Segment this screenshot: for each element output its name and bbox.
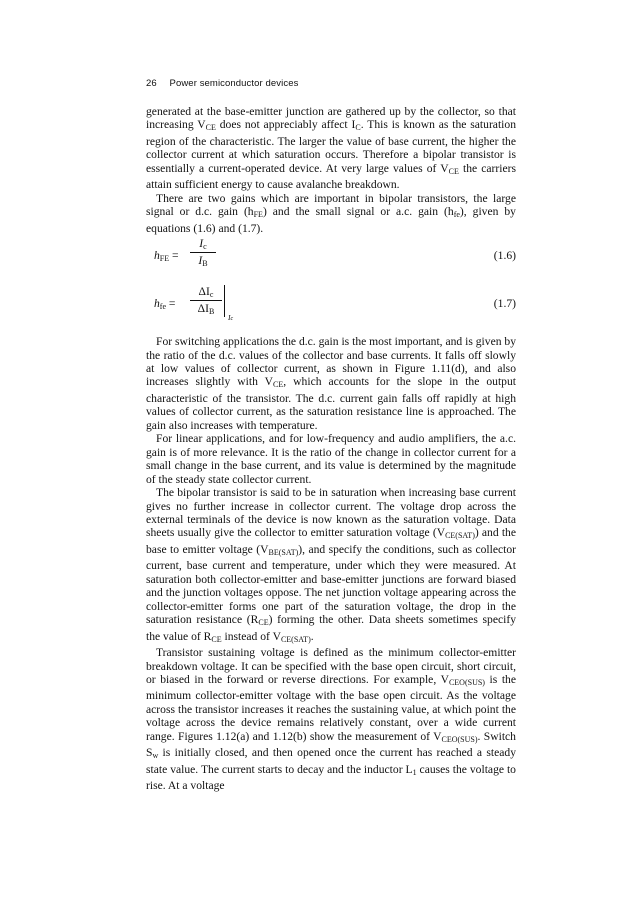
running-title: Power semiconductor devices [169,78,299,89]
paragraph: For switching applications the d.c. gain is the most important, and is given by the ratio of the d.c. values of the collector and base currents. It falls off slowly at low values of collector current, as shown in Figure 1.11(d), and also increases slightly with $V_{CE}$, which accounts for the slope in the output characteristic of the transistor. The d.c. current gain falls off rapidly at high values of collector current, as the saturation resistance line is approached. The gain also increases with temperature. [146,335,517,432]
paragraph: The bipolar transistor is said to be in saturation when increasing base current gives no further increase in collector current. The voltage drop across the external terminals of the device is now known as the saturation voltage. Data sheets usually give the collector to emitter saturation voltage $(V_{CE(SAT)})$ and the base to emitter voltage $(V_{BE(SAT)})$, and specify the conditions, such as collector current, base current and temperature, under which they were measured. At saturation both collector-emitter and base-emitter junctions are forward biased and the junction voltages oppose. The net junction voltage appearing across the collector-emitter forms one part of the saturation voltage, the drop in the saturation resistance $(R_{CE})$ forming the other. Data sheets sometimes specify the value of $R_{CE}$ instead of $V_{CE(SAT)}$. [146,486,516,644]
paragraph: generated at the base-emitter junction are gathered up by the collector, so that increasing $V_{CE}$ does not appreciably affect $I_C$. This is known as the saturation region of the characteristic. The larger the value of base current, the higher the collector current at which saturation occurs. Therefore a bipolar transistor is essentially a current-operated device. At very large values of $V_{CE}$ the carriers attain sufficient energy to cause avalanche breakdown. [146,105,516,192]
paragraph: There are two gains which are important in bipolar transistors, the large signal or d.c. gain $(h_{FE})$ and the small signal or a.c. gain $(h_{fe})$, given by equations (1.6) and (1.7). [146,191,516,235]
page [146,78,516,793]
equation-number: (1.6) [493,249,516,263]
page-number: 26 [146,78,157,89]
equation-1-6: $h_{FE}$ = $\frac{I_c}{I_B}$ (1.6) [154,237,516,269]
paragraph: Transistor sustaining voltage is defined as the minimum collector-emitter breakdown voltage. It can be specified with the base open circuit, short circuit, or biased in the forward or reverse directions. For example, $V_{CEO(SUS)}$ is the minimum collector-emitter voltage with the base open circuit. As the voltage across the transistor increases it reaches the sustaining value, at which point the voltage across the device remains relatively constant, over a wide current range. Figures 1.12(a) and 1.12(b) show the measurement of $V_{CEO(SUS)}$. Switch $S_w$ is initially closed, and then opened once the current has reached a steady state value. The current starts to decay and the inductor $L_1$ causes the voltage to rise. At a voltage [146,646,516,793]
evaluation-bar [224,285,225,317]
paragraph: For linear applications, and for low-frequency and audio amplifiers, the a.c. gain is of more relevance. It is the ratio of the change in collector current for a small change in the base current, and its value is determined by the magnitude of the steady state collector current. [146,432,516,486]
running-header [146,78,516,89]
equation-1-7: $h_{fe}$ = $\Delta I_c$ $\Delta I_B$ Ic (1.7) [154,285,516,323]
equation-number: (1.7) [493,297,516,311]
